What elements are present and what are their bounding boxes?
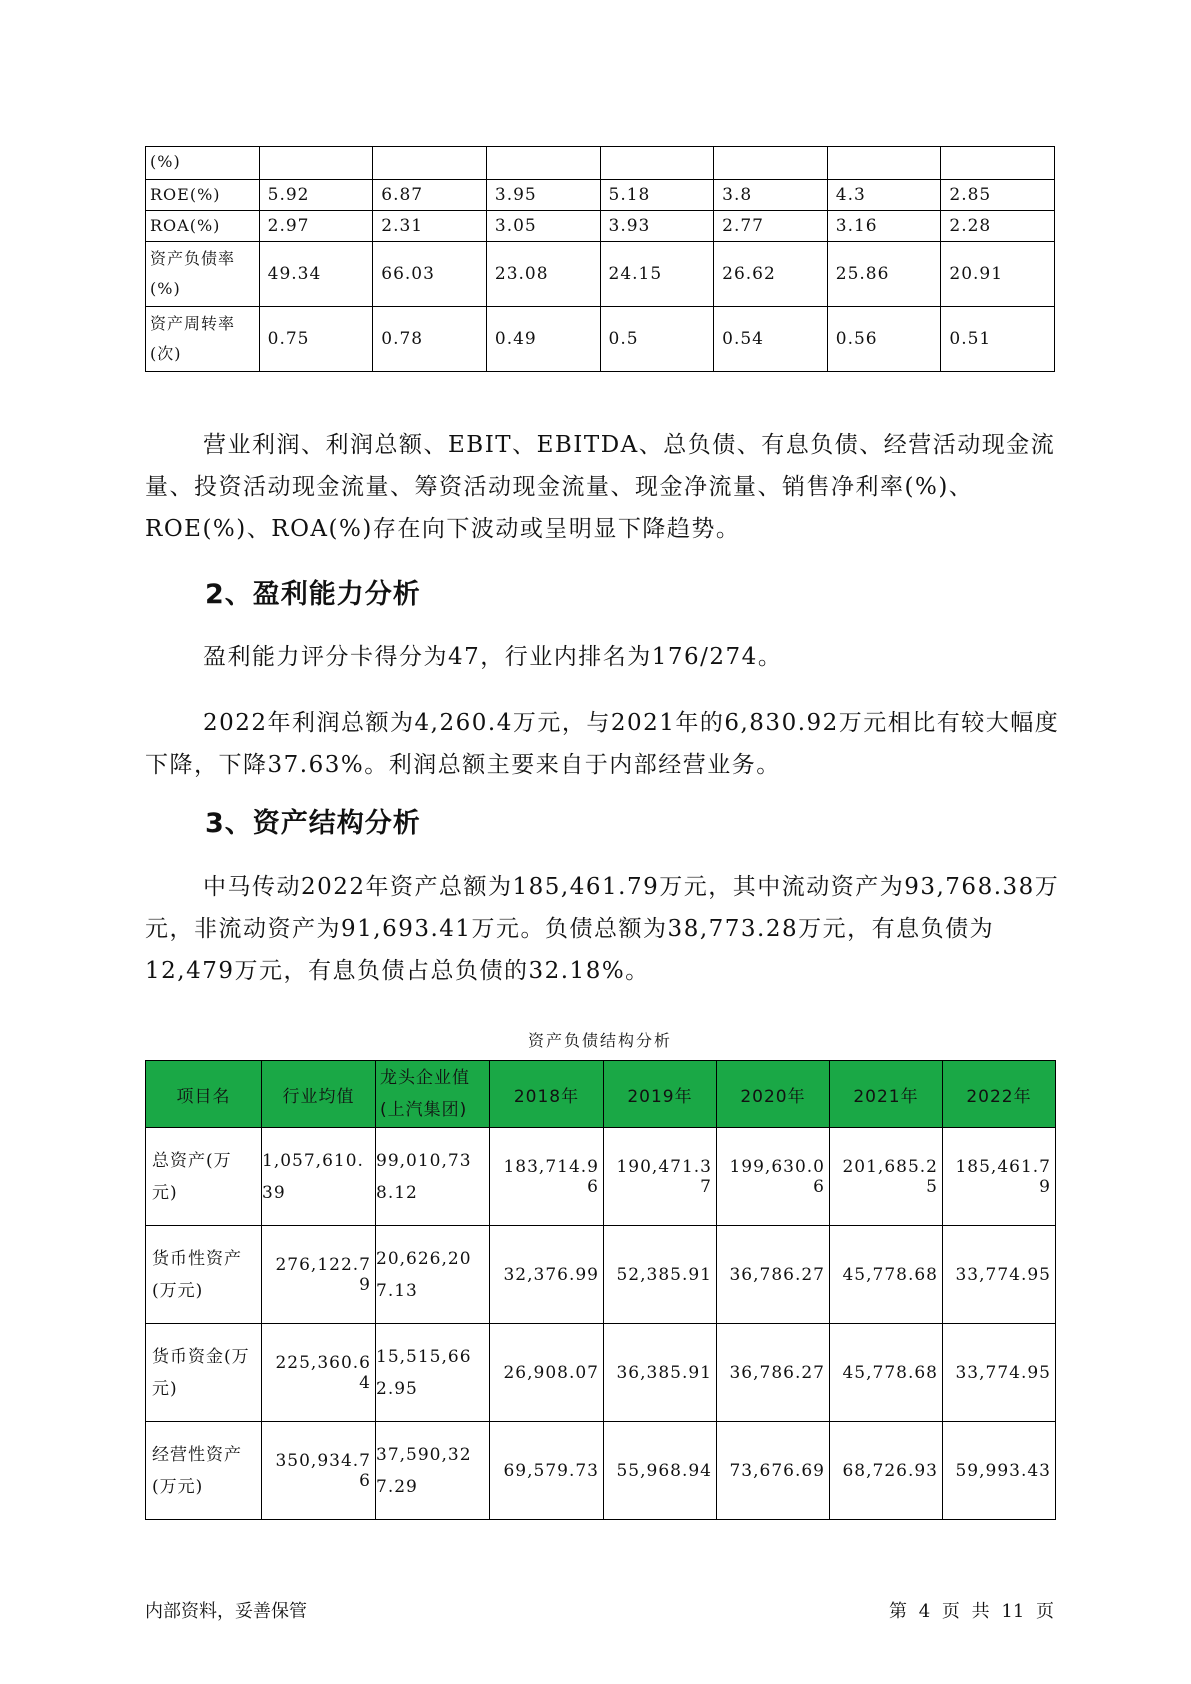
table-cell: 25.86 <box>827 242 941 307</box>
column-header: 2019年 <box>604 1061 717 1128</box>
table-cell: 3.05 <box>486 211 600 242</box>
table-header-row <box>146 1061 1056 1128</box>
table-row <box>146 1128 1056 1226</box>
leader-value-cell: 15,515,662.95 <box>376 1324 490 1422</box>
table-cell: 23.08 <box>486 242 600 307</box>
table-cell: 66.03 <box>373 242 487 307</box>
table-cell: 0.51 <box>941 307 1055 372</box>
financial-ratio-table <box>145 146 1055 372</box>
table-cell: 5.18 <box>600 180 714 211</box>
leader-value-cell: 20,626,207.13 <box>376 1226 490 1324</box>
column-header: 2018年 <box>490 1061 604 1128</box>
section-heading-profitability: 2、盈利能力分析 <box>205 579 421 610</box>
industry-average-cell: 350,934.76 <box>262 1422 376 1520</box>
table-cell: 2.77 <box>714 211 828 242</box>
table-cell: 2.28 <box>941 211 1055 242</box>
table-cell: 0.78 <box>373 307 487 372</box>
row-label: ROA(%) <box>146 211 260 242</box>
row-label: 货币资金(万元) <box>146 1324 262 1422</box>
section-heading-asset-structure: 3、资产结构分析 <box>205 808 421 839</box>
table-cell: 24.15 <box>600 242 714 307</box>
industry-average-cell: 225,360.64 <box>262 1324 376 1422</box>
table-cell: 3.8 <box>714 180 828 211</box>
row-label: 资产负债率(%) <box>146 242 260 307</box>
table-cell: 36,385.91 <box>604 1324 717 1422</box>
asset-structure-paragraph: 中马传动2022年资产总额为185,461.79万元，其中流动资产为93,768.38万元，非流动资产为91,693.41万元。负债总额为38,773.28万元，有息负债为12,479万元，有息负债占总负债的32.18%。 <box>145 874 1060 984</box>
column-header: 项目名 <box>146 1061 262 1128</box>
table-cell: 3.95 <box>486 180 600 211</box>
industry-average-cell: 1,057,610.39 <box>262 1128 376 1226</box>
table-cell: 73,676.69 <box>717 1422 830 1520</box>
asset-structure-table <box>145 1060 1056 1520</box>
table-row <box>146 1324 1056 1422</box>
table-row <box>146 242 1055 307</box>
table-cell: 68,726.93 <box>830 1422 943 1520</box>
table-cell: 20.91 <box>941 242 1055 307</box>
table-cell: 5.92 <box>259 180 373 211</box>
table-cell: 183,714.96 <box>490 1128 604 1226</box>
row-label: 资产周转率(次) <box>146 307 260 372</box>
profitability-score-paragraph: 盈利能力评分卡得分为47，行业内排名为176/274。 <box>203 644 783 670</box>
column-header: 2022年 <box>943 1061 1056 1128</box>
footer-confidential-note: 内部资料，妥善保管 <box>145 1601 307 1622</box>
table-cell: 201,685.25 <box>830 1128 943 1226</box>
table-cell <box>827 147 941 180</box>
industry-average-cell: 276,122.79 <box>262 1226 376 1324</box>
table-cell: 26.62 <box>714 242 828 307</box>
row-label: 货币性资产(万元) <box>146 1226 262 1324</box>
table-cell: 185,461.79 <box>943 1128 1056 1226</box>
table-cell: 0.54 <box>714 307 828 372</box>
table-cell: 52,385.91 <box>604 1226 717 1324</box>
table-row <box>146 1422 1056 1520</box>
table-cell: 45,778.68 <box>830 1324 943 1422</box>
table-cell: 36,786.27 <box>717 1324 830 1422</box>
table-cell: 2.31 <box>373 211 487 242</box>
profit-total-paragraph: 2022年利润总额为4,260.4万元，与2021年的6,830.92万元相比有较大幅度下降，下降37.63%。利润总额主要来自于内部经营业务。 <box>145 710 1060 778</box>
table-cell: 26,908.07 <box>490 1324 604 1422</box>
table-cell: 6.87 <box>373 180 487 211</box>
table-row <box>146 307 1055 372</box>
row-label: 总资产(万元) <box>146 1128 262 1226</box>
table-cell: 0.56 <box>827 307 941 372</box>
table-cell <box>373 147 487 180</box>
table-cell: 199,630.06 <box>717 1128 830 1226</box>
table-row <box>146 211 1055 242</box>
row-label: ROE(%) <box>146 180 260 211</box>
column-header: 行业均值 <box>262 1061 376 1128</box>
table-cell: 0.49 <box>486 307 600 372</box>
table-cell <box>600 147 714 180</box>
table-cell: 36,786.27 <box>717 1226 830 1324</box>
table-cell: 55,968.94 <box>604 1422 717 1520</box>
table-caption: 资产负债结构分析 <box>527 1031 672 1050</box>
summary-paragraph: 营业利润、利润总额、EBIT、EBITDA、总负债、有息负债、经营活动现金流量、投资活动现金流量、筹资活动现金流量、现金净流量、销售净利率(%)、ROE(%)、ROA(%)存在向下波动或呈明显下降趋势。 <box>145 432 1056 542</box>
table-cell: 2.85 <box>941 180 1055 211</box>
table-row <box>146 180 1055 211</box>
leader-value-cell: 37,590,327.29 <box>376 1422 490 1520</box>
table-row <box>146 1226 1056 1324</box>
row-label: (%) <box>146 147 260 180</box>
table-cell: 32,376.99 <box>490 1226 604 1324</box>
table-cell: 33,774.95 <box>943 1226 1056 1324</box>
column-header: 2021年 <box>830 1061 943 1128</box>
table-cell: 59,993.43 <box>943 1422 1056 1520</box>
table-cell <box>259 147 373 180</box>
table-cell: 190,471.37 <box>604 1128 717 1226</box>
table-cell: 33,774.95 <box>943 1324 1056 1422</box>
column-header: 龙头企业值(上汽集团) <box>376 1061 490 1128</box>
table-cell <box>714 147 828 180</box>
table-cell: 4.3 <box>827 180 941 211</box>
table-cell: 0.5 <box>600 307 714 372</box>
table-cell: 49.34 <box>259 242 373 307</box>
table-cell <box>486 147 600 180</box>
table-cell: 45,778.68 <box>830 1226 943 1324</box>
table-cell: 3.16 <box>827 211 941 242</box>
table-cell <box>941 147 1055 180</box>
row-label: 经营性资产(万元) <box>146 1422 262 1520</box>
column-header: 2020年 <box>717 1061 830 1128</box>
leader-value-cell: 99,010,738.12 <box>376 1128 490 1226</box>
table-cell: 3.93 <box>600 211 714 242</box>
table-row <box>146 147 1055 180</box>
table-cell: 69,579.73 <box>490 1422 604 1520</box>
footer-page-number: 第 4 页 共 11 页 <box>889 1601 1054 1622</box>
table-cell: 0.75 <box>259 307 373 372</box>
table-cell: 2.97 <box>259 211 373 242</box>
